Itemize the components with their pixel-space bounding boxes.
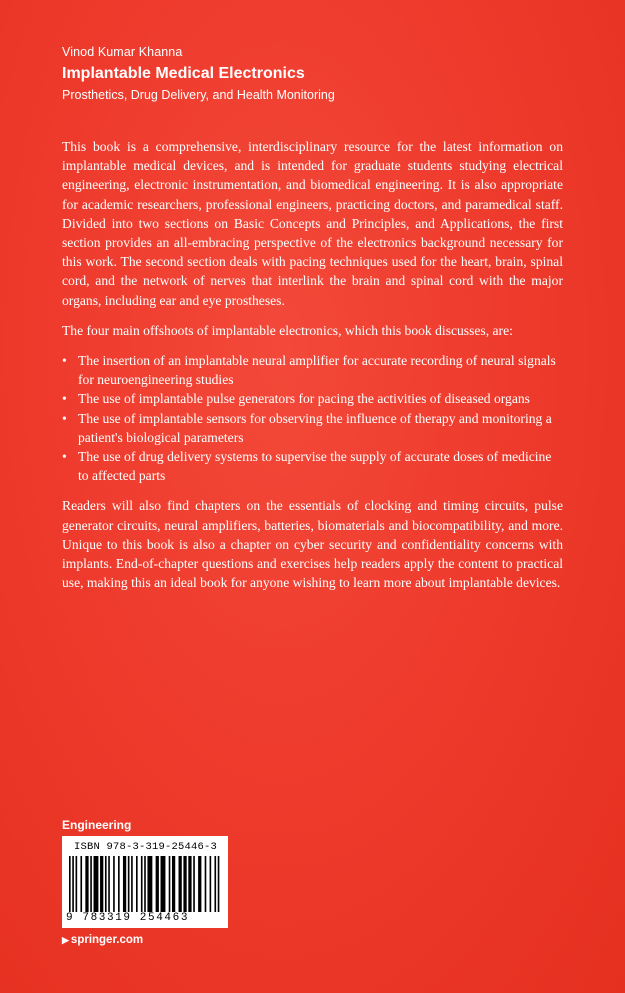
bullet-icon: • xyxy=(62,391,67,407)
author-name: Vinod Kumar Khanna xyxy=(62,45,183,59)
list-item-text: The use of implantable sensors for observing the influence of therapy and monitoring a patient's biological parameters xyxy=(78,410,552,445)
isbn-label: ISBN 978-3-319-25446-3 xyxy=(74,841,218,853)
barcode-bar xyxy=(80,856,82,912)
list-item-text: The use of implantable pulse generators for pacing the activities of diseased organs xyxy=(78,391,530,407)
list-item-text: The use of drug delivery systems to supervise the supply of accurate doses of medicine to affected parts xyxy=(78,449,552,484)
barcode-bar xyxy=(169,856,171,912)
header xyxy=(62,44,562,103)
barcode-bar xyxy=(90,856,92,912)
barcode-bar xyxy=(85,856,88,912)
bullet-icon: • xyxy=(62,449,67,465)
barcode xyxy=(62,836,228,928)
barcode-bars xyxy=(64,856,226,912)
barcode-bar xyxy=(94,856,99,912)
barcode-bar xyxy=(123,856,126,912)
barcode-bar xyxy=(188,856,191,912)
barcode-bar xyxy=(198,856,201,912)
barcode-bar xyxy=(131,856,133,912)
bullet-icon: • xyxy=(62,410,67,426)
barcode-bar xyxy=(136,856,138,912)
bullet-icon: • xyxy=(62,353,67,369)
barcode-bar xyxy=(128,856,130,912)
blurb-paragraph-2: The four main offshoots of implantable electronics, which this book discusses, are: xyxy=(62,322,513,338)
book-title: Implantable Medical Electronics xyxy=(62,65,305,82)
blurb-paragraph-1: This book is a comprehensive, interdisciplinary resource for the latest information on implantable medical devices, and is intended for graduate students studying electrical engineering, electronic instrumentation, and biomedical engineering. It is also appropriate for academic researchers, professional engineers, practicing doctors, and paramedical staff. Divided into two sections on Basic Concepts and Principles, and Applications, the first section provides an all-embracing perspective of the electronics background necessary for this work. The second section deals with pacing techniques used for the heart, brain, spinal cord, and the network of nerves that interlink the brain and spinal cord with the major organs, including ear and eye prostheses. xyxy=(62,139,563,308)
barcode-bar xyxy=(210,856,212,912)
barcode-digits: 9 783319 254463 xyxy=(66,912,190,924)
barcode-bar xyxy=(113,856,115,912)
barcode-bar xyxy=(105,856,107,912)
barcode-bar xyxy=(69,856,71,912)
barcode-bar xyxy=(183,856,186,912)
book-subtitle: Prosthetics, Drug Delivery, and Health Monitoring xyxy=(62,88,335,102)
barcode-bar xyxy=(214,856,216,912)
arrow-icon: ▶ xyxy=(62,935,69,945)
barcode-bar xyxy=(76,856,78,912)
barcode-bar xyxy=(205,856,207,912)
barcode-bar xyxy=(118,856,120,912)
barcode-bar xyxy=(156,856,159,912)
list-item xyxy=(62,351,563,389)
barcode-bar xyxy=(218,856,220,912)
blurb-paragraph-3: Readers will also find chapters on the essentials of clocking and timing circuits, pulse generator circuits, neural amplifiers, batteries, biomaterials and biocompatibility, and more. Unique to this book is also a chapter on cyber security and confidentiality concerns with implants. End-of-chapter questions and exercises help readers apply the content to practical use, making this an ideal book for anyone wishing to learn more about implantable devices. xyxy=(62,498,563,591)
barcode-bar xyxy=(144,856,146,912)
publisher-url: springer.com xyxy=(70,934,144,946)
barcode-bar xyxy=(172,856,175,912)
blurb xyxy=(62,137,563,603)
offshoots-list xyxy=(62,351,563,485)
barcode-bar xyxy=(147,856,152,912)
list-item xyxy=(62,389,563,408)
barcode-bar xyxy=(161,856,166,912)
barcode-bar xyxy=(108,856,110,912)
barcode-bar xyxy=(72,856,74,912)
subject-category: Engineering xyxy=(62,818,132,832)
publisher-link[interactable] xyxy=(62,934,143,946)
list-item xyxy=(62,447,563,485)
barcode-bar xyxy=(141,856,143,912)
barcode-bar xyxy=(193,856,195,912)
barcode-bar xyxy=(100,856,103,912)
list-item-text: The insertion of an implantable neural amplifier for accurate recording of neural signals for neuroengineering studies xyxy=(78,353,556,388)
barcode-bar xyxy=(179,856,182,912)
list-item xyxy=(62,409,563,447)
